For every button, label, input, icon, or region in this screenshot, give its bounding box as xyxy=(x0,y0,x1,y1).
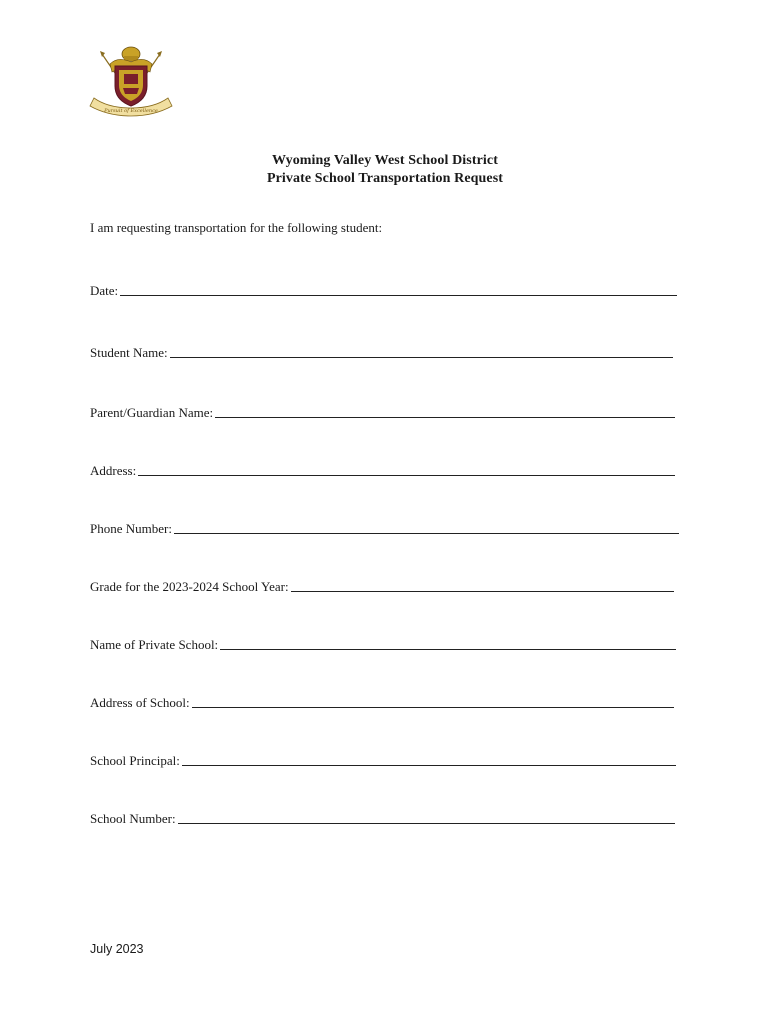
parent-guardian-name-label: Parent/Guardian Name: xyxy=(90,405,214,420)
student-name-field[interactable] xyxy=(90,343,673,361)
school-number-input-line[interactable] xyxy=(178,811,675,824)
school-address-field[interactable] xyxy=(90,693,674,711)
grade-field[interactable] xyxy=(90,577,674,595)
school-address-label: Address of School: xyxy=(90,695,190,710)
phone-number-label: Phone Number: xyxy=(90,521,172,536)
phone-number-input-line[interactable] xyxy=(174,521,679,534)
parent-guardian-name-input-line[interactable] xyxy=(215,405,675,418)
address-input-line[interactable] xyxy=(138,463,675,476)
student-name-input-line[interactable] xyxy=(170,345,673,358)
date-input-line[interactable] xyxy=(120,283,677,296)
school-address-input-line[interactable] xyxy=(192,695,674,708)
school-principal-input-line[interactable] xyxy=(182,753,676,766)
district-crest-logo xyxy=(88,42,174,122)
grade-input-line[interactable] xyxy=(291,579,674,592)
document-title-district: Wyoming Valley West School District xyxy=(272,153,498,168)
phone-number-field[interactable] xyxy=(90,519,679,537)
school-number-field[interactable] xyxy=(90,809,675,827)
date-field[interactable] xyxy=(90,281,677,299)
document-title-form: Private School Transportation Request xyxy=(266,171,504,186)
intro-statement: I am requesting transportation for the following student: xyxy=(90,220,383,235)
parent-guardian-name-field[interactable] xyxy=(90,403,675,421)
address-label: Address: xyxy=(90,463,137,478)
private-school-name-input-line[interactable] xyxy=(220,637,676,650)
grade-label: Grade for the 2023-2024 School Year: xyxy=(90,579,289,594)
student-name-label: Student Name: xyxy=(90,345,168,360)
footer-date: July 2023 xyxy=(90,942,144,956)
address-field[interactable] xyxy=(90,461,675,479)
date-label: Date: xyxy=(90,283,119,298)
private-school-name-label: Name of Private School: xyxy=(90,637,219,652)
school-principal-label: School Principal: xyxy=(90,753,180,768)
school-principal-field[interactable] xyxy=(90,751,676,769)
crest-motto: Pursuit of Excellence xyxy=(104,108,158,114)
private-school-name-field[interactable] xyxy=(90,635,676,653)
school-number-label: School Number: xyxy=(90,811,176,826)
